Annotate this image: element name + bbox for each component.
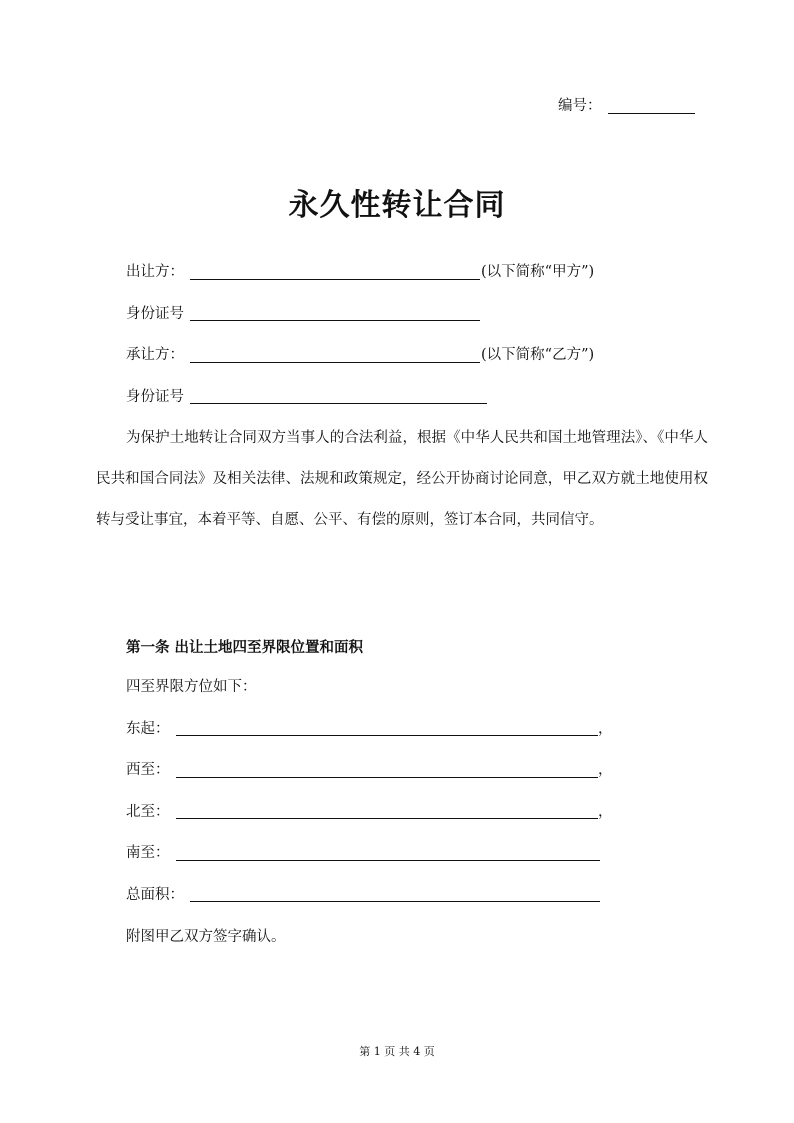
transferor-label: 出让方： [126,264,184,280]
attachment-note: 附图甲乙双方签字确认。 [126,929,286,945]
preamble-paragraph: 为保护土地转让合同双方当事人的合法利益，根据《中华人民共和国土地管理法》、《中华人民共和国合同法》及相关法律、法规和政策规定，经公开协商讨论同意，甲乙双方就土地使用权转与受让事宜，本着平等、自愿、公平、有偿的原则，签订本合同，共同信守。 [96,430,708,528]
id-number-field-1[interactable] [190,320,480,321]
id-number-label-1: 身份证号 [126,306,184,322]
east-field[interactable] [176,735,598,736]
serial-field[interactable] [608,113,695,114]
transferee-suffix: (以下简称“乙方”) [481,347,595,363]
east-comma: ， [598,721,613,737]
page-number: 第 1 页 共 4 页 [359,1045,435,1058]
west-field[interactable] [176,777,598,778]
total-area-label: 总面积： [126,887,184,903]
id-number-field-2[interactable] [190,403,487,404]
id-number-label-2: 身份证号 [126,389,184,405]
transferor-field[interactable] [190,279,480,280]
north-field[interactable] [176,818,598,819]
boundary-intro: 四至界限方位如下： [126,679,257,695]
east-label: 东起： [126,721,170,737]
total-area-field[interactable] [190,901,600,902]
north-label: 北至： [126,804,170,820]
transferee-label: 承让方： [126,347,184,363]
west-comma: ， [598,762,613,778]
south-field[interactable] [176,860,600,861]
article-1-heading: 第一条 出让土地四至界限位置和面积 [126,639,364,656]
document-title: 永久性转让合同 [288,188,506,223]
south-label: 南至： [126,845,170,861]
transferor-suffix: (以下简称“甲方”) [481,264,595,280]
west-label: 西至： [126,762,170,778]
serial-label: 编号： [558,98,602,114]
north-comma: ， [598,804,613,820]
transferee-field[interactable] [190,362,480,363]
